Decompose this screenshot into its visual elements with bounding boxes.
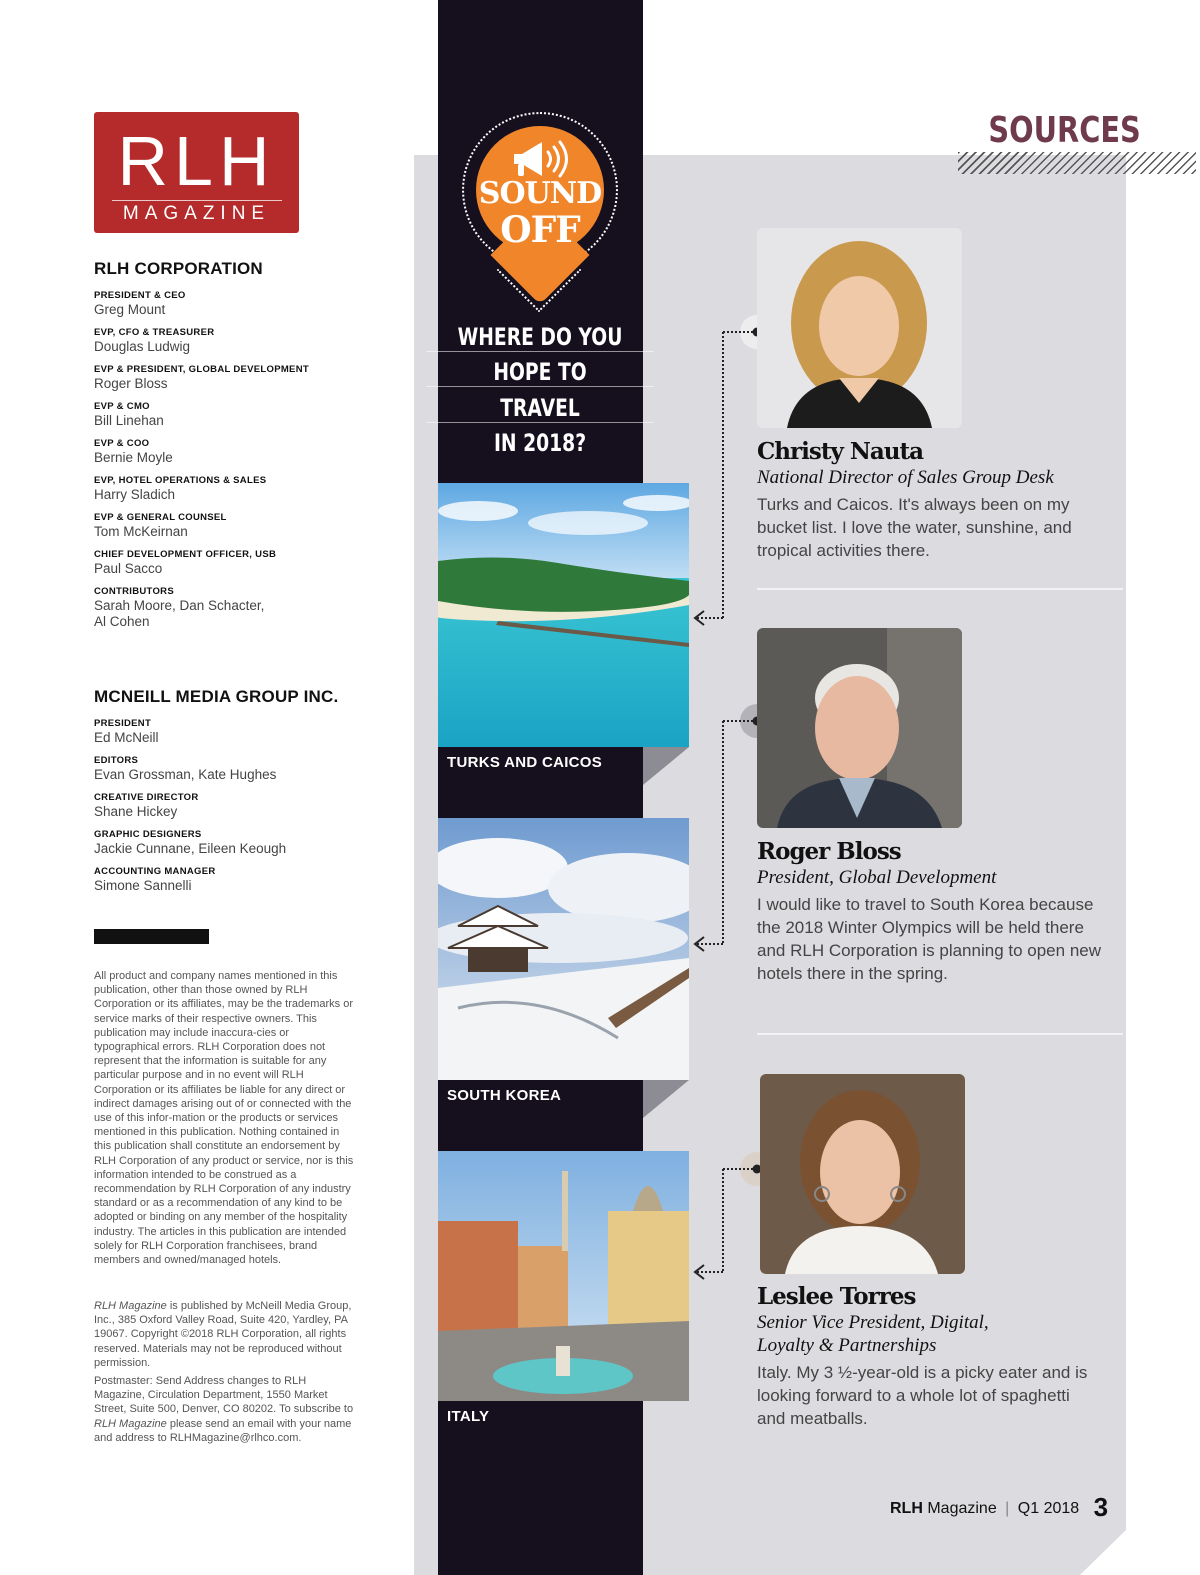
masthead-name: Tom McKeirnan xyxy=(94,524,188,539)
question-line: HOPE TO xyxy=(493,358,587,386)
page-corner-fold xyxy=(1080,1530,1126,1575)
italy-photo xyxy=(438,1151,689,1401)
page-number: 3 xyxy=(1093,1492,1109,1522)
masthead-entry xyxy=(94,717,394,746)
postmaster-notice xyxy=(94,1374,356,1445)
source-divider xyxy=(757,588,1123,590)
logo-main-text: RLH xyxy=(117,122,276,200)
sources-hatch-rule xyxy=(958,152,1196,174)
source-name: Roger Bloss xyxy=(757,838,901,865)
publisher-notice xyxy=(94,1299,356,1370)
rlh-corporation-heading: RLH CORPORATION xyxy=(94,259,263,278)
source-title: President, Global Development xyxy=(757,867,997,888)
source-divider xyxy=(757,1033,1123,1035)
christy-nauta-portrait xyxy=(757,228,962,428)
page-margin xyxy=(1126,155,1200,1575)
masthead-entry xyxy=(94,585,394,630)
masthead-role: EDITORS xyxy=(94,755,139,766)
masthead-role: CONTRIBUTORS xyxy=(94,586,174,597)
masthead-entry xyxy=(94,548,394,577)
masthead-name: Bill Linehan xyxy=(94,413,164,428)
footer-brand-rest: Magazine xyxy=(927,1500,997,1517)
question-line: IN 2018? xyxy=(493,429,587,457)
masthead-name: Roger Bloss xyxy=(94,376,168,391)
masthead-name: Sarah Moore, Dan Schacter, Al Cohen xyxy=(94,598,265,629)
masthead-role: EVP & PRESIDENT, GLOBAL DEVELOPMENT xyxy=(94,364,309,375)
masthead-name: Douglas Ludwig xyxy=(94,339,191,354)
question-rule xyxy=(426,351,654,352)
masthead-role: CREATIVE DIRECTOR xyxy=(94,792,199,803)
masthead-entry xyxy=(94,865,394,894)
question-rule xyxy=(426,422,654,423)
masthead-name: Paul Sacco xyxy=(94,561,163,576)
masthead-role: EVP & COO xyxy=(94,438,150,449)
footer-issue: Q1 2018 xyxy=(1017,1500,1080,1517)
masthead-entry xyxy=(94,474,394,503)
source-title: Senior Vice President, Digital, Loyalty & Partnerships xyxy=(757,1312,989,1356)
masthead-name: Simone Sannelli xyxy=(94,878,192,893)
masthead-role: PRESIDENT & CEO xyxy=(94,290,186,301)
masthead-entry xyxy=(94,791,394,820)
masthead-role: EVP, HOTEL OPERATIONS & SALES xyxy=(94,475,267,486)
masthead-role: EVP & CMO xyxy=(94,401,150,412)
page-footer xyxy=(890,1492,1109,1523)
masthead-name: Greg Mount xyxy=(94,302,166,317)
turks-and-caicos-photo xyxy=(438,483,689,747)
masthead-role: GRAPHIC DESIGNERS xyxy=(94,829,202,840)
source-quote: I would like to travel to South Korea because the 2018 Winter Olympics will be held there and RLH Corporation is planning to open new hotels there in the spring. xyxy=(757,895,1102,983)
badge-title-line1: SOUND xyxy=(478,176,602,211)
rlh-magazine-logo xyxy=(94,112,299,233)
photo-corner-fold xyxy=(643,1080,689,1118)
question-line: WHERE DO YOU xyxy=(457,323,623,351)
publisher-text: is published by McNeill Media Group, Inc., 385 Oxford Valley Road, Suite 420, Yardley, PA 19067. Copyright ©2018 RLH Corporation, all rights reserved. Materials may not be reproduced without permission. xyxy=(94,1300,352,1369)
masthead-entry xyxy=(94,511,394,540)
question-rule xyxy=(426,386,654,387)
photo-corner-fold xyxy=(643,747,689,785)
destination-label: ITALY xyxy=(447,1408,490,1425)
roger-bloss-portrait xyxy=(757,628,962,828)
footer-separator: | xyxy=(1005,1500,1010,1517)
masthead-entry xyxy=(94,289,394,318)
masthead-name: Evan Grossman, Kate Hughes xyxy=(94,767,277,782)
source-quote: Turks and Caicos. It's always been on my bucket list. I love the water, sunshine, and tropical activities there. xyxy=(757,495,1072,560)
masthead-entry xyxy=(94,437,394,466)
postmaster-text: Postmaster: Send Address changes to RLH Magazine, Circulation Department, 1550 Market Street, Suite 500, Denver, CO 80202. To subscribe to xyxy=(94,1375,354,1416)
masthead-role: EVP & GENERAL COUNSEL xyxy=(94,512,227,523)
masthead-name: Jackie Cunnane, Eileen Keough xyxy=(94,841,287,856)
source-title: National Director of Sales Group Desk xyxy=(757,467,1054,488)
south-korea-photo xyxy=(438,818,689,1080)
masthead-entry xyxy=(94,326,394,355)
publication-title: RLH Magazine xyxy=(94,1417,167,1430)
masthead-role: CHIEF DEVELOPMENT OFFICER, USB xyxy=(94,549,277,560)
badge-title-line2: OFF xyxy=(500,209,580,251)
masthead-entry xyxy=(94,363,394,392)
source-name: Christy Nauta xyxy=(757,438,924,465)
logo-divider xyxy=(112,200,282,201)
masthead-entry xyxy=(94,400,394,429)
masthead-name: Shane Hickey xyxy=(94,804,178,819)
masthead-role: PRESIDENT xyxy=(94,718,152,729)
sources-heading: SOURCES xyxy=(988,110,1141,151)
masthead-entry xyxy=(94,828,394,857)
source-quote: Italy. My 3 ½-year-old is a picky eater and is looking forward to a whole lot of spaghetti and meatballs. xyxy=(757,1363,1088,1428)
masthead-name: Bernie Moyle xyxy=(94,450,173,465)
destination-label: TURKS AND CAICOS xyxy=(447,754,603,771)
masthead-entry xyxy=(94,754,394,783)
section-divider-bar xyxy=(94,929,209,944)
source-name: Leslee Torres xyxy=(757,1283,916,1310)
masthead-role: EVP, CFO & TREASURER xyxy=(94,327,215,338)
destination-label: SOUTH KOREA xyxy=(447,1087,562,1104)
masthead-name: Harry Sladich xyxy=(94,487,176,502)
publication-title: RLH Magazine xyxy=(94,1300,167,1312)
question-line: TRAVEL xyxy=(500,394,580,422)
masthead-role: ACCOUNTING MANAGER xyxy=(94,866,216,877)
postmaster-text-end: please send an email with your name and address to RLHMagazine@rlhco.com. xyxy=(94,1417,352,1444)
rlh-corporation-masthead xyxy=(94,289,394,638)
leslee-torres-portrait xyxy=(760,1074,965,1274)
masthead-name: Ed McNeill xyxy=(94,730,159,745)
mcneill-media-heading: MCNEILL MEDIA GROUP INC. xyxy=(94,687,339,706)
logo-sub-text: MAGAZINE xyxy=(122,203,271,224)
mcneill-masthead xyxy=(94,717,394,902)
footer-brand: RLH xyxy=(890,1500,923,1517)
disclaimer-text: All product and company names mentioned in this publication, other than those owned by RLH Corporation or its affiliates, may be the trademarks or service marks of their respective owners. This publication may include inaccura-cies or typographical errors. RLH Corporation does not represent that the information is suitable for any particular purpose and in no event will RLH Corporation or its affiliates be liable for any direct or indirect damages arising out of or connected with the use of this infor-mation or the products or services mentioned in this publication. Nothing contained in this publication shall constitute an endorsement by RLH Corporation of any product or service, nor is this information intended to be construed as a recommendation by RLH Corporation of any industry standard or as a recommendation of any kind to be adopted or binding on any member of the hospitality industry. The articles in this publication are intended solely for RLH Corporation franchisees, brand members and owned/managed hotels. xyxy=(94,970,354,1267)
